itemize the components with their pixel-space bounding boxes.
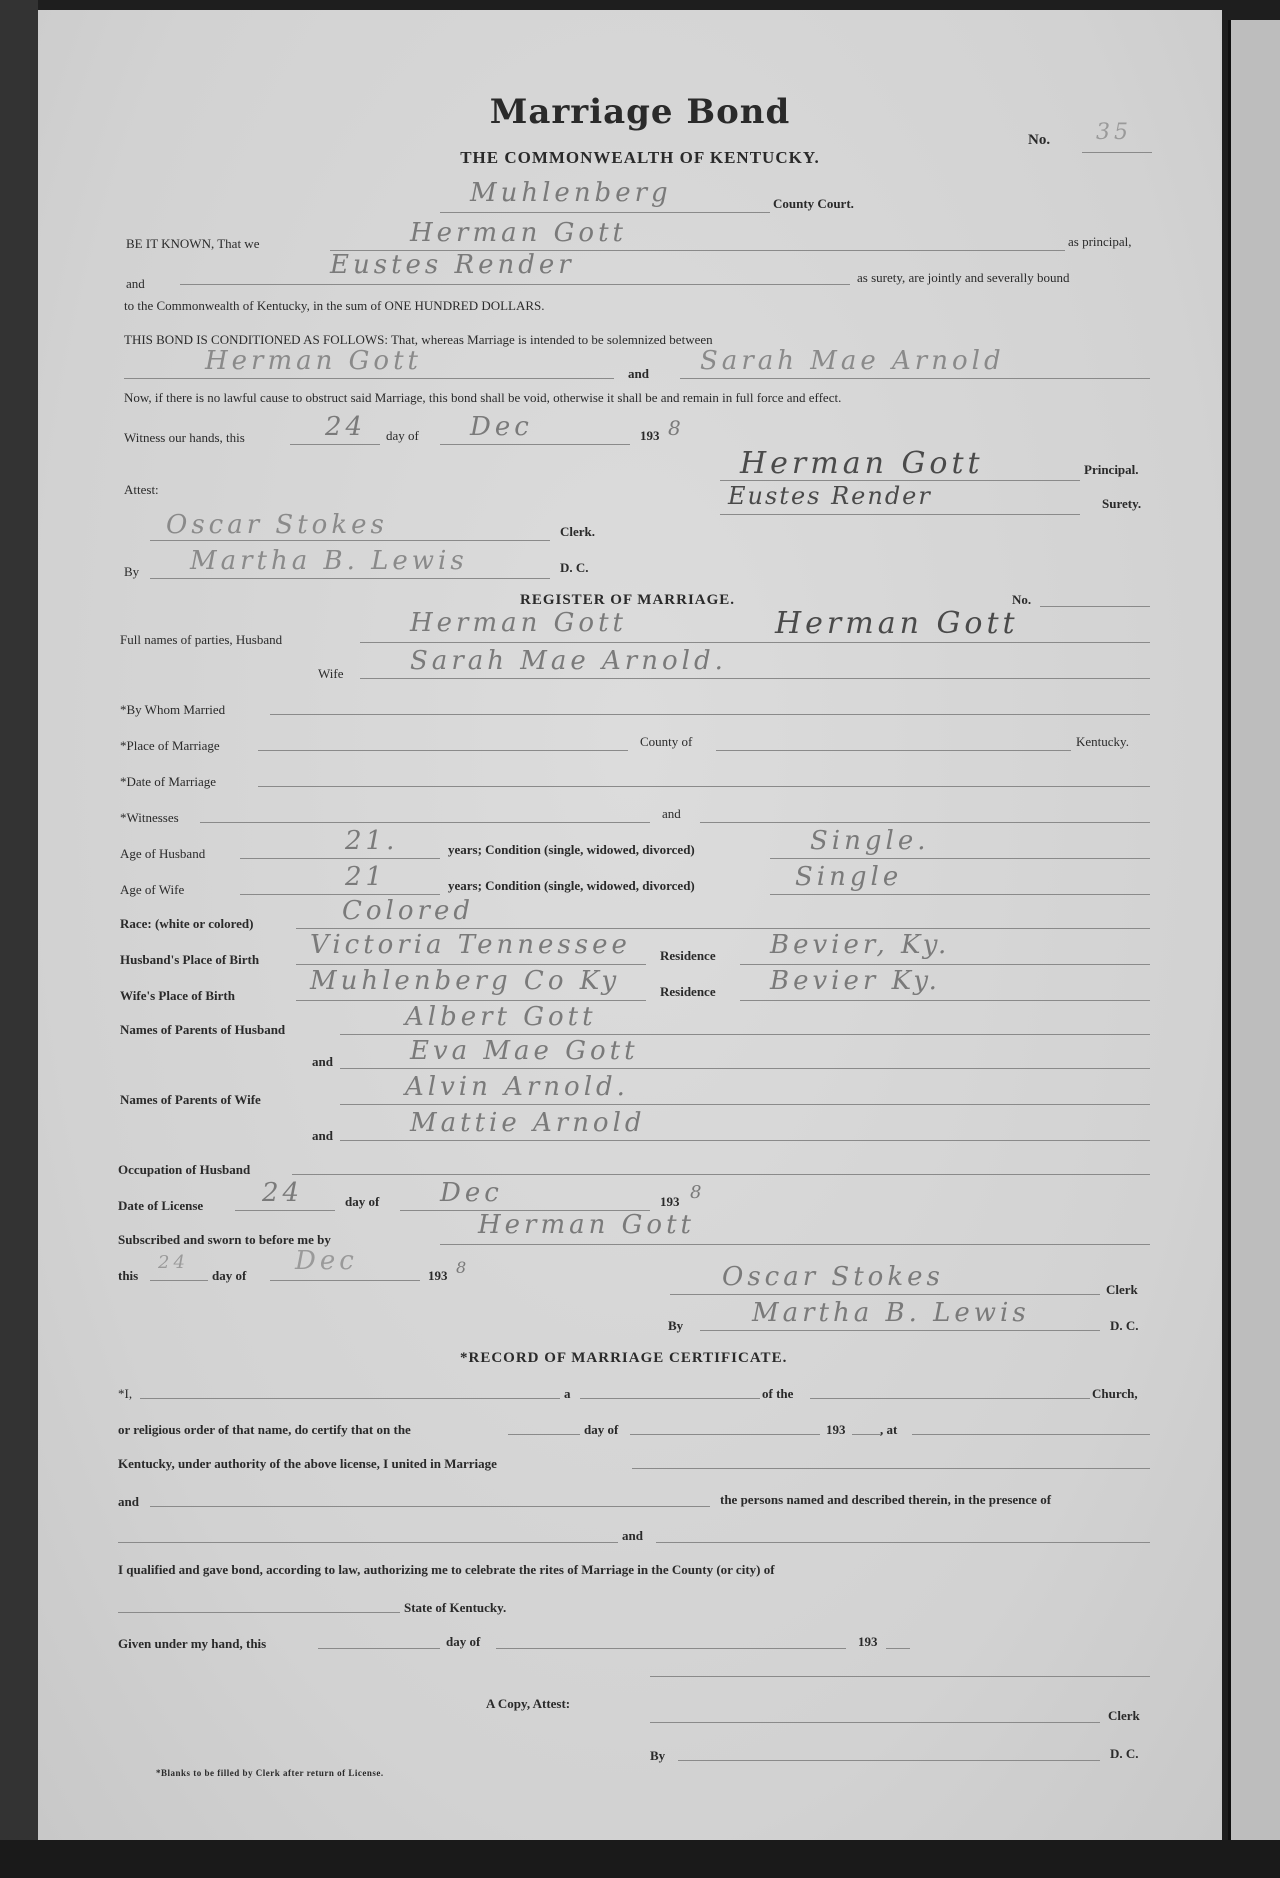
as-principal-label: as principal, xyxy=(1068,234,1132,249)
subscribed-label: Subscribed and sworn to before me by xyxy=(118,1232,331,1247)
race-label: Race: (white or colored) xyxy=(120,916,254,931)
wife-residence-label: Residence xyxy=(660,984,716,999)
cert-signature-line xyxy=(650,1676,1150,1677)
cert-given-month-line xyxy=(496,1648,846,1649)
wife-residence-value: Bevier Ky. xyxy=(770,966,941,996)
bond-clerk-line xyxy=(150,540,550,541)
age-husband-line xyxy=(240,858,440,859)
father-wife-line xyxy=(340,1104,1150,1105)
witness-year-digit: 8 xyxy=(668,416,685,440)
copy-dc-label: D. C. xyxy=(1110,1746,1139,1761)
race-value: Colored xyxy=(342,896,474,926)
copy-attest-label: A Copy, Attest: xyxy=(486,1696,571,1711)
husband-signature: Herman Gott xyxy=(775,606,1019,641)
condition-wife-label: years; Condition (single, widowed, divorced) xyxy=(448,878,695,893)
cert-of-the-label: of the xyxy=(762,1386,794,1401)
cert-authority-text: Kentucky, under authority of the above license, I united in Marriage xyxy=(118,1456,497,1471)
sworn-year-digit: 8 xyxy=(456,1258,471,1277)
bond-no-label: No. xyxy=(1028,132,1051,148)
register-dc-line xyxy=(700,1330,1100,1331)
cert-given-label: Given under my hand, this xyxy=(118,1636,267,1651)
register-heading: REGISTER OF MARRIAGE. xyxy=(520,592,736,608)
party-two-name: Sarah Mae Arnold xyxy=(700,346,1005,376)
license-year-digit: 8 xyxy=(690,1182,706,1203)
copy-by-label: By xyxy=(650,1748,666,1763)
principal-name: Herman Gott xyxy=(410,218,627,248)
cert-state-label: State of Kentucky. xyxy=(404,1600,507,1615)
certificate-heading: *RECORD OF MARRIAGE CERTIFICATE. xyxy=(460,1350,788,1366)
cert-i-label: *I, xyxy=(118,1386,133,1401)
footnote: *Blanks to be filled by Clerk after return of License. xyxy=(156,1768,384,1778)
cert-day-line xyxy=(508,1434,580,1435)
copy-dc-line xyxy=(678,1760,1100,1761)
surety-line xyxy=(180,284,850,285)
husband-name: Herman Gott xyxy=(410,608,627,638)
mother-wife-line xyxy=(340,1140,1150,1141)
cert-title-line xyxy=(580,1398,760,1399)
sworn-month: Dec xyxy=(295,1246,358,1276)
license-year-printed: 193 xyxy=(660,1194,680,1209)
register-no-line xyxy=(1040,606,1150,607)
mother-wife-value: Mattie Arnold xyxy=(410,1108,646,1138)
husband-birthplace-value: Victoria Tennessee xyxy=(310,930,631,960)
sworn-day-line xyxy=(150,1280,208,1281)
age-wife-line xyxy=(240,894,440,895)
cert-church-label: Church, xyxy=(1092,1386,1138,1401)
place-of-marriage-label: *Place of Marriage xyxy=(120,738,220,753)
scan-left-edge xyxy=(0,0,38,1878)
license-day-line xyxy=(235,1210,335,1211)
husband-birthplace-label: Husband's Place of Birth xyxy=(120,952,260,967)
surety-sig-label: Surety. xyxy=(1102,496,1142,511)
wife-line xyxy=(360,678,1150,679)
age-husband-label: Age of Husband xyxy=(120,846,206,861)
license-day: 24 xyxy=(262,1178,304,1208)
witness-label: Witness our hands, this xyxy=(124,430,245,445)
sworn-day: 24 xyxy=(158,1252,189,1273)
register-clerk-line xyxy=(670,1294,1100,1295)
cert-given-year-line xyxy=(886,1648,910,1649)
commonwealth-sum: to the Commonwealth of Kentucky, in the sum of ONE HUNDRED DOLLARS. xyxy=(124,298,545,313)
bond-no-line xyxy=(1082,152,1152,153)
copy-clerk-line xyxy=(650,1722,1100,1723)
surety-signature: Eustes Render xyxy=(728,482,932,510)
condition-husband-label: years; Condition (single, widowed, divorced) xyxy=(448,842,695,857)
cert-witness-two-line xyxy=(656,1542,1150,1543)
register-clerk-label: Clerk xyxy=(1106,1282,1138,1297)
cert-witness-one-line xyxy=(118,1542,618,1543)
cert-and-label: and xyxy=(118,1494,139,1509)
parents-husband-and-label: and xyxy=(312,1054,333,1069)
principal-sig-label: Principal. xyxy=(1084,462,1139,477)
party-one-name: Herman Gott xyxy=(205,346,422,376)
subscribed-line xyxy=(440,1244,1150,1245)
witnesses-and-label: and xyxy=(662,806,681,821)
date-of-marriage-label: *Date of Marriage xyxy=(120,774,217,789)
cert-year-line xyxy=(852,1434,882,1435)
occupation-line xyxy=(292,1174,1150,1175)
condition-wife-value: Single xyxy=(795,862,903,892)
by-whom-line xyxy=(270,714,1150,715)
father-husband-line xyxy=(340,1034,1150,1035)
full-names-label: Full names of parties, Husband xyxy=(120,632,283,647)
license-date-label: Date of License xyxy=(118,1198,204,1213)
date-of-marriage-line xyxy=(258,786,1150,787)
mother-husband-value: Eva Mae Gott xyxy=(410,1036,639,1066)
bond-by-label: By xyxy=(124,564,140,579)
cert-witness-and-label: and xyxy=(622,1528,643,1543)
witness-month-line xyxy=(440,444,630,445)
witnesses-label: *Witnesses xyxy=(120,810,179,825)
bond-dc-line xyxy=(150,578,550,579)
husband-residence-line xyxy=(740,964,1150,965)
sworn-month-line xyxy=(270,1280,420,1281)
surety-name: Eustes Render xyxy=(330,250,575,280)
as-surety-label: as surety, are jointly and severally bound xyxy=(857,270,1070,285)
husband-residence-value: Bevier, Ky. xyxy=(770,930,951,960)
father-husband-value: Albert Gott xyxy=(405,1002,597,1032)
mother-husband-line xyxy=(340,1068,1150,1069)
cert-year-printed: 193 xyxy=(826,1422,846,1437)
void-clause: Now, if there is no lawful cause to obstruct said Marriage, this bond shall be void, otherwise it shall be and remain in full force and effect. xyxy=(124,390,842,405)
conditioned-text: THIS BOND IS CONDITIONED AS FOLLOWS: That, whereas Marriage is intended to be solemnized between xyxy=(124,332,713,347)
adjacent-page-edge xyxy=(1228,20,1280,1840)
principal-signature: Herman Gott xyxy=(740,446,984,481)
party-one-line xyxy=(124,378,614,379)
witness-month: Dec xyxy=(470,412,533,442)
wife-residence-line xyxy=(740,1000,1150,1001)
wife-name: Sarah Mae Arnold. xyxy=(410,646,727,676)
race-line xyxy=(296,928,1150,929)
cert-at-label: , at xyxy=(880,1422,898,1437)
cert-given-day-of: day of xyxy=(446,1634,481,1649)
condition-husband-line xyxy=(770,858,1150,859)
cert-place-line xyxy=(912,1434,1150,1435)
parents-wife-and-label: and xyxy=(312,1128,333,1143)
register-clerk-name: Oscar Stokes xyxy=(722,1262,944,1292)
parents-wife-label: Names of Parents of Wife xyxy=(120,1092,261,1107)
wife-birthplace-line xyxy=(296,1000,646,1001)
county-of-line xyxy=(716,750,1071,751)
bond-clerk-name: Oscar Stokes xyxy=(166,510,388,540)
kentucky-label: Kentucky. xyxy=(1076,734,1129,749)
county-of-label: County of xyxy=(640,734,693,749)
occupation-label: Occupation of Husband xyxy=(118,1162,251,1177)
condition-wife-line xyxy=(770,894,1150,895)
cert-given-day-line xyxy=(318,1648,440,1649)
bond-dc-name: Martha B. Lewis xyxy=(190,546,468,576)
husband-residence-label: Residence xyxy=(660,948,716,963)
and-between-label: and xyxy=(628,366,649,381)
cert-persons-named: the persons named and described therein, in the presence of xyxy=(720,1492,1052,1507)
subscribed-name: Herman Gott xyxy=(478,1210,695,1240)
sworn-year-printed: 193 xyxy=(428,1268,448,1283)
place-line xyxy=(258,750,628,751)
license-month: Dec xyxy=(440,1178,503,1208)
cert-qualified-text: I qualified and gave bond, according to law, authorizing me to celebrate the rites of Marriage in the County (or city) of xyxy=(118,1562,775,1577)
bond-clerk-label: Clerk. xyxy=(560,524,596,539)
bond-no-value: 35 xyxy=(1096,120,1132,145)
witnesses-line-one xyxy=(200,822,650,823)
wife-label: Wife xyxy=(318,666,344,681)
register-dc-label: D. C. xyxy=(1110,1318,1139,1333)
wife-birthplace-label: Wife's Place of Birth xyxy=(120,988,235,1003)
cert-month-line xyxy=(630,1434,820,1435)
witness-year-printed: 193 xyxy=(640,428,660,443)
attest-label: Attest: xyxy=(124,482,159,497)
sworn-this-label: this xyxy=(118,1268,139,1283)
and-label: and xyxy=(126,276,145,291)
cert-given-year-printed: 193 xyxy=(858,1634,878,1649)
register-dc-name: Martha B. Lewis xyxy=(752,1298,1030,1328)
party-two-line xyxy=(680,378,1150,379)
witness-day: 24 xyxy=(325,412,367,442)
register-no-label: No. xyxy=(1012,592,1032,607)
be-it-known-label: BE IT KNOWN, That we xyxy=(126,236,260,251)
county-line xyxy=(440,212,770,213)
cert-county-line xyxy=(118,1612,400,1613)
condition-husband-value: Single. xyxy=(810,826,930,856)
wife-birthplace-value: Muhlenberg Co Ky xyxy=(310,966,621,996)
cert-day-of: day of xyxy=(584,1422,619,1437)
sworn-day-of: day of xyxy=(212,1268,247,1283)
cert-party-one-line xyxy=(632,1468,1150,1469)
age-wife-value: 21 xyxy=(345,862,387,892)
parents-husband-label: Names of Parents of Husband xyxy=(120,1022,286,1037)
cert-a-label: a xyxy=(564,1386,571,1401)
cert-religious-text: or religious order of that name, do certify that on the xyxy=(118,1422,411,1437)
cert-party-two-line xyxy=(150,1506,710,1507)
copy-clerk-label: Clerk xyxy=(1108,1708,1140,1723)
principal-sig-line xyxy=(720,480,1080,481)
license-day-of: day of xyxy=(345,1194,380,1209)
witness-day-line xyxy=(290,444,380,445)
page-title: Marriage Bond xyxy=(489,92,791,132)
bond-dc-label: D. C. xyxy=(560,560,589,575)
husband-birthplace-line xyxy=(296,964,646,965)
witness-day-of: day of xyxy=(386,428,419,443)
age-wife-label: Age of Wife xyxy=(120,882,185,897)
surety-sig-line xyxy=(720,514,1080,515)
by-whom-married-label: *By Whom Married xyxy=(120,702,226,717)
witnesses-line-two xyxy=(700,822,1150,823)
husband-line xyxy=(360,642,1150,643)
page-subtitle: THE COMMONWEALTH OF KENTUCKY. xyxy=(460,148,820,167)
cert-name-line xyxy=(140,1398,560,1399)
father-wife-value: Alvin Arnold. xyxy=(405,1072,629,1102)
cert-church-line xyxy=(810,1398,1090,1399)
county-court-label: County Court. xyxy=(773,196,854,211)
register-by-label: By xyxy=(668,1318,684,1333)
age-husband-value: 21. xyxy=(345,826,399,856)
county-name: Muhlenberg xyxy=(470,178,672,208)
scan-bottom-edge xyxy=(0,1840,1280,1878)
